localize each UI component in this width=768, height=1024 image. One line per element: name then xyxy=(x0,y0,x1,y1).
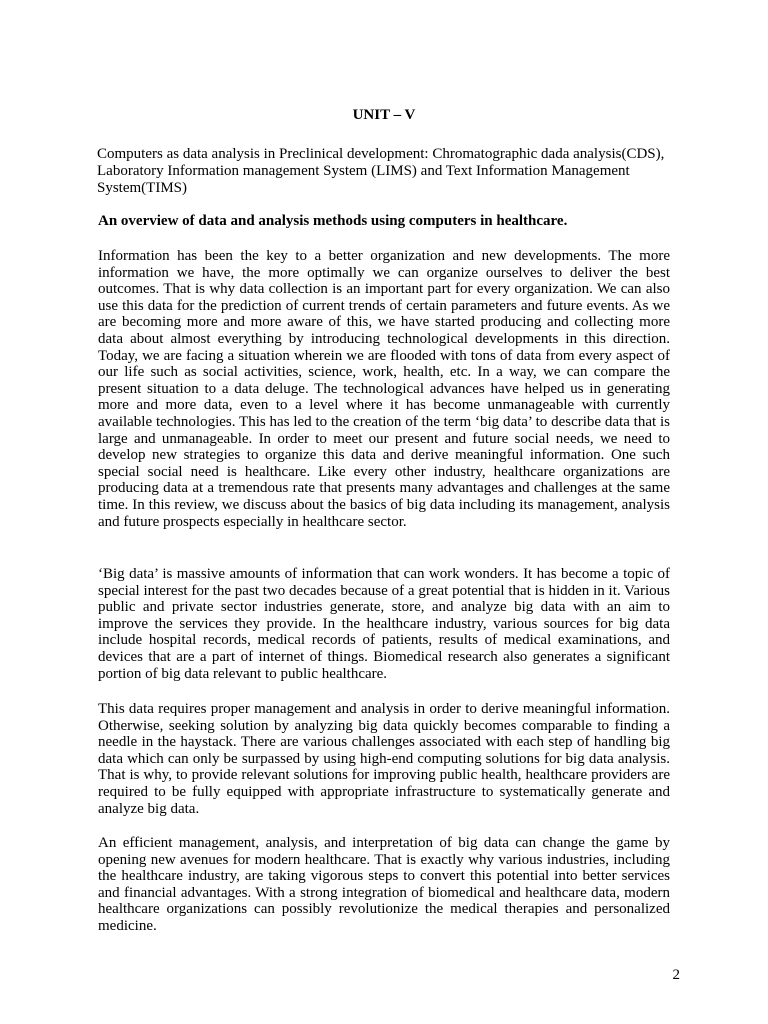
paragraph: ‘Big data’ is massive amounts of information that can work wonders. It has become a topic of special interest for the past two decades because of a great potential that is hidden in it. Various public and private sector industries generate, store, and analyze big data with an aim to improve the services they provide. In the healthcare industry, various sources for big data include hospital records, medical records of patients, results of medical examinations, and devices that are a part of internet of things. Biomedical research also generates a significant portion of big data relevant to public healthcare. xyxy=(98,566,670,682)
page-number: 2 xyxy=(672,967,680,983)
section-heading: An overview of data and analysis methods using computers in healthcare. xyxy=(98,213,568,229)
paragraph: Information has been the key to a better organization and new developments. The more information we have, the more optimally we can organize ourselves to deliver the best outcomes. That is why data collection is an important part for every organization. We can also use this data for the prediction of current trends of certain parameters and future events. As we are becoming more and more aware of this, we have started producing and collecting more data about almost everything by introducing technological developments in this direction. Today, we are facing a situation wherein we are flooded with tons of data from every aspect of our life such as social activities, science, work, health, etc. In a way, we can compare the present situation to a data deluge. The technological advances have helped us in generating more and more data, even to a level where it has become unmanageable with currently available technologies. This has led to the creation of the term ‘big data’ to describe data that is large and unmanageable. In order to meet our present and future social needs, we need to develop new strategies to organize this data and derive meaningful information. One such special social need is healthcare. Like every other industry, healthcare organizations are producing data at a tremendous rate that presents many advantages and challenges at the same time. In this review, we discuss about the basics of big data including its management, analysis and future prospects especially in healthcare sector. xyxy=(98,248,670,530)
unit-intro: Computers as data analysis in Preclinical development: Chromatographic dada analysis(CDS), Laboratory Information management System (LIMS) and Text Information Management System(TIMS) xyxy=(97,146,665,196)
paragraph: This data requires proper management and analysis in order to derive meaningful information. Otherwise, seeking solution by analyzing big data quickly becomes comparable to finding a needle in the haystack. There are various challenges associated with each step of handling big data which can only be surpassed by using high-end computing solutions for big data analysis. That is why, to provide relevant solutions for improving public health, healthcare providers are required to be fully equipped with appropriate infrastructure to systematically generate and analyze big data. xyxy=(98,701,670,817)
unit-title: UNIT – V xyxy=(352,107,416,123)
paragraph: An efficient management, analysis, and interpretation of big data can change the game by opening new avenues for modern healthcare. That is exactly why various industries, including the healthcare industry, are taking vigorous steps to convert this potential into better services and financial advantages. With a strong integration of biomedical and healthcare data, modern healthcare organizations can possibly revolutionize the medical therapies and personalized medicine. xyxy=(98,835,670,934)
